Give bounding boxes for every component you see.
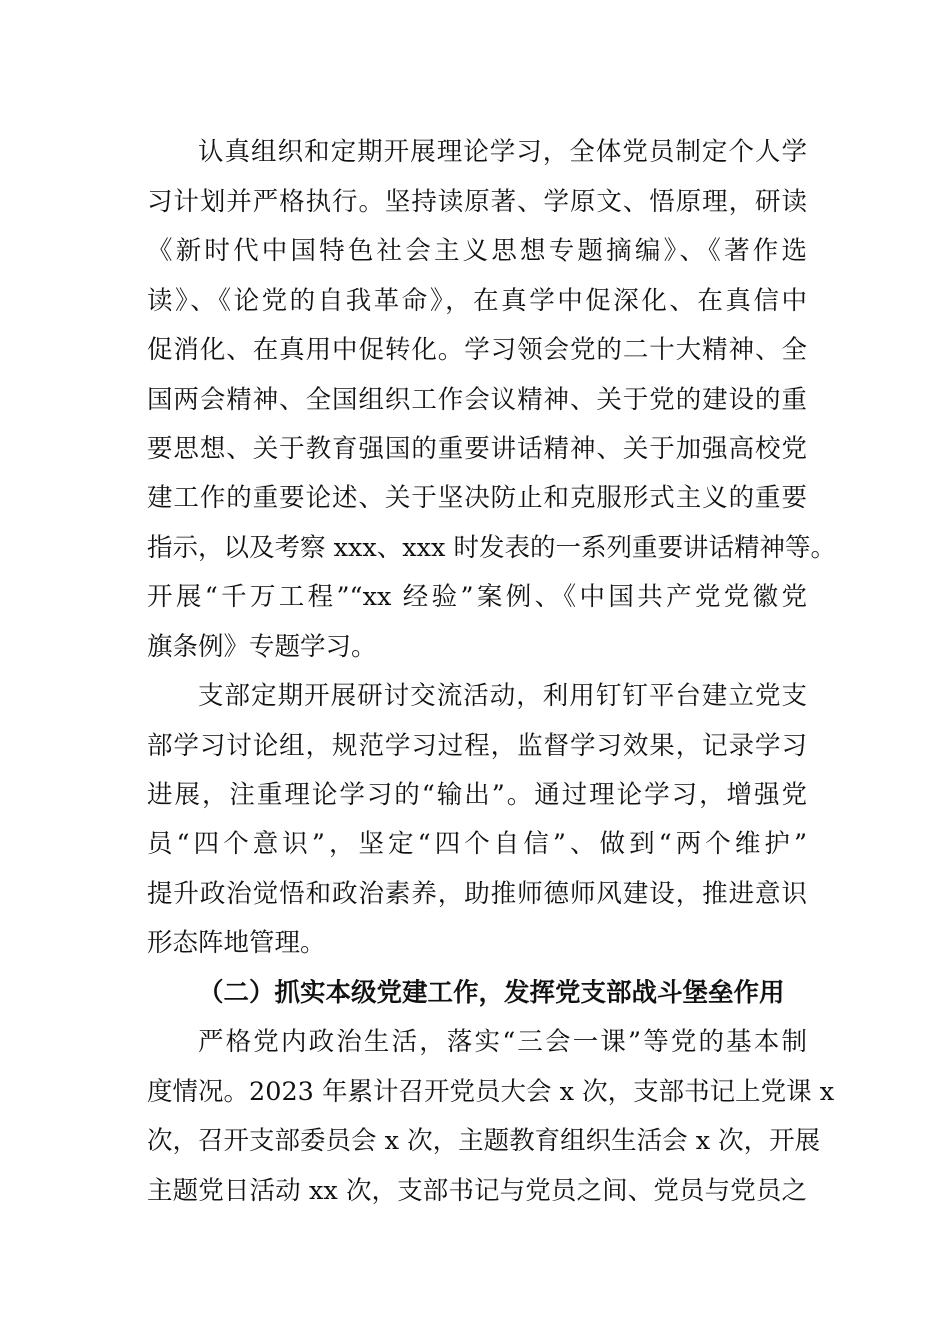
text-line: 次，召开支部委员会 x 次，主题教育组织生活会 x 次，开展 [147,1126,821,1156]
text-line: 员“四个意识”，坚定“四个自信”、做到“两个维护” [147,829,807,859]
text-line: 主题党日活动 xx 次，支部书记与党员之间、党员与党员之 [147,1176,807,1206]
text-line: 指示，以及考察 xxx、xxx 时发表的一系列重要讲话精神等。 [147,533,836,563]
text-line: 国两会精神、全国组织工作会议精神、关于党的建设的重 [147,385,807,415]
section-heading: （二）抓实本级党建工作，发挥党支部战斗堡垒作用 [198,978,785,1008]
text-line: 习计划并严格执行。坚持读原著、学原文、悟原理，研读 [147,187,807,217]
text-line: 严格党内政治生活，落实“三会一课”等党的基本制 [198,1027,807,1057]
text-line: 认真组织和定期开展理论学习，全体党员制定个人学 [198,137,807,167]
text-line: 部学习讨论组，规范学习过程，监督学习效果，记录学习 [147,731,807,761]
text-line: 形态阵地管理。 [147,928,326,958]
text-line: 《新时代中国特色社会主义思想专题摘编》、《著作选 [147,236,807,266]
text-line: 支部定期开展研讨交流活动，利用钉钉平台建立党支 [198,681,807,711]
text-line: 建工作的重要论述、关于坚决防止和克服形式主义的重要 [147,483,807,513]
text-line: 度情况。2023 年累计召开党员大会 x 次，支部书记上党课 x [147,1077,835,1107]
text-line: 进展，注重理论学习的“输出”。通过理论学习，增强党 [147,780,807,810]
text-line: 提升政治觉悟和政治素养，助推师德师风建设，推进意识 [147,879,807,909]
text-line: 促消化、在真用中促转化。学习领会党的二十大精神、全 [147,335,807,365]
text-line: 读》、《论党的自我革命》，在真学中促深化、在真信中 [147,286,807,316]
text-line: 要思想、关于教育强国的重要讲话精神、关于加强高校党 [147,434,807,464]
text-line: 开展“千万工程”“xx 经验”案例、《中国共产党党徽党 [147,582,807,612]
text-line: 旗条例》专题学习。 [147,632,377,662]
